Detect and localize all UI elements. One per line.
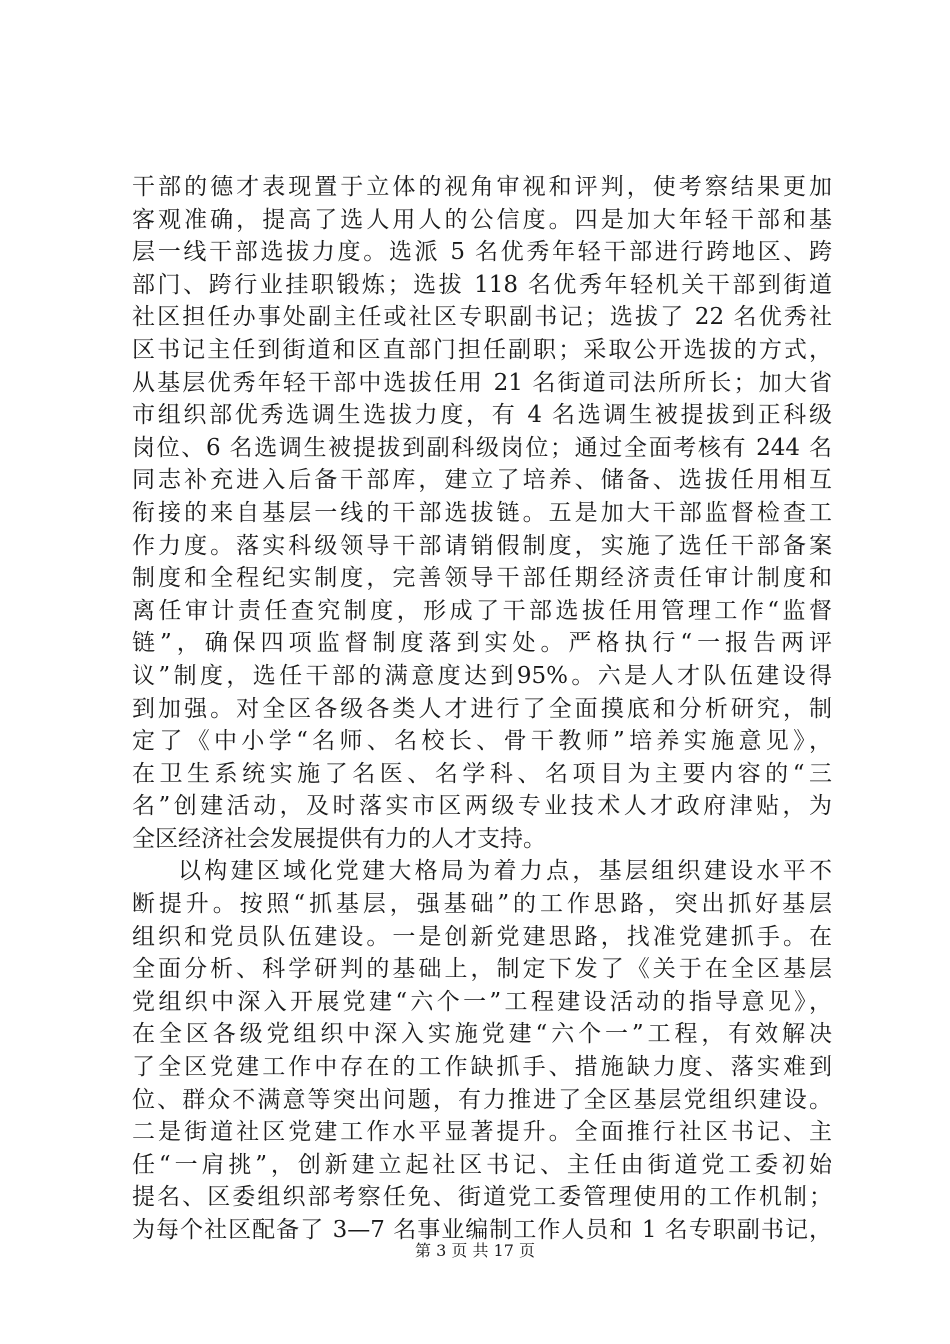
paragraph-1-line: 从基层优秀年轻干部中选拔任用 21 名街道司法所所长；加大省 [132, 369, 832, 396]
paragraph-2-line: 全面分析、科学研判的基础上，制定下发了《关于在全区基层 [132, 956, 832, 983]
paragraph-1-line: 离任审计责任查究制度，形成了干部选拔任用管理工作“监督 [132, 597, 832, 624]
paragraph-1-line: 同志补充进入后备干部库，建立了培养、储备、选拔任用相互 [132, 467, 832, 494]
paragraph-2-line: 位、群众不满意等突出问题，有力推进了全区基层党组织建设。 [132, 1086, 832, 1113]
paragraph-1-line: 干部的德才表现置于立体的视角审视和评判，使考察结果更加 [132, 174, 832, 200]
paragraph-2-line: 了全区党建工作中存在的工作缺抓手、措施缺力度、落实难到 [132, 1054, 832, 1081]
paragraph-1-line: 定了《中小学“名师、名校长、骨干教师”培养实施意见》， [132, 728, 832, 755]
paragraph-1-line: 全区经济社会发展提供有力的人才支持。 [132, 825, 546, 852]
paragraph-1-line: 市组织部优秀选调生选拔力度，有 4 名选调生被提拔到正科级 [132, 402, 832, 429]
paragraph-1-line: 议”制度，选任干部的满意度达到95%。六是人才队伍建设得 [132, 662, 832, 689]
paragraph-1-line: 层一线干部选拔力度。选派 5 名优秀年轻干部进行跨地区、跨 [132, 239, 832, 266]
paragraph-2-line: 二是街道社区党建工作水平显著提升。全面推行社区书记、主 [132, 1119, 832, 1146]
paragraph-2-line: 组织和党员队伍建设。一是创新党建思路，找准党建抓手。在 [132, 923, 832, 950]
paragraph-2-line: 以构建区域化党建大格局为着力点，基层组织建设水平不 [178, 858, 832, 885]
paragraph-1-line: 衔接的来自基层一线的干部选拔链。五是加大干部监督检查工 [132, 499, 832, 526]
paragraph-1-line: 名”创建活动，及时落实市区两级专业技术人才政府津贴，为 [132, 793, 832, 820]
body-text [132, 171, 832, 1247]
paragraph-1-line: 作力度。落实科级领导干部请销假制度，实施了选任干部备案 [132, 532, 832, 559]
paragraph-2-line: 任“一肩挑”，创新建立起社区书记、主任由街道党工委初始 [132, 1151, 832, 1178]
paragraph-2-line: 为每个社区配备了 3—7 名事业编制工作人员和 1 名专职副书记， [132, 1217, 832, 1243]
paragraph-1-line: 部门、跨行业挂职锻炼；选拔 118 名优秀年轻机关干部到街道 [132, 271, 832, 298]
paragraph-2-line: 提名、区委组织部考察任免、街道党工委管理使用的工作机制； [132, 1184, 832, 1211]
paragraph-2-line: 断提升。按照“抓基层，强基础”的工作思路，突出抓好基层 [132, 891, 832, 918]
paragraph-1-line: 客观准确，提高了选人用人的公信度。四是加大年轻干部和基 [132, 206, 832, 233]
paragraph-1-line: 社区担任办事处副主任或社区专职副书记；选拔了 22 名优秀社 [132, 304, 832, 331]
paragraph-1-line: 在卫生系统实施了名医、名学科、名项目为主要内容的“三 [132, 760, 832, 787]
paragraph-1-line: 到加强。对全区各级各类人才进行了全面摸底和分析研究，制 [132, 695, 832, 722]
page-footer: 第 3 页 共 17 页 [415, 1241, 535, 1260]
paragraph-1-line: 链”，确保四项监督制度落到实处。严格执行“一报告两评 [132, 630, 832, 657]
paragraph-1-line: 岗位、6 名选调生被提拔到副科级岗位；通过全面考核有 244 名 [132, 434, 832, 461]
paragraph-2-line: 在全区各级党组织中深入实施党建“六个一”工程，有效解决 [132, 1021, 832, 1048]
paragraph-1-line: 区书记主任到街道和区直部门担任副职；采取公开选拔的方式， [132, 336, 832, 363]
paragraph-2-line: 党组织中深入开展党建“六个一”工程建设活动的指导意见》， [132, 988, 832, 1015]
paragraph-1-line: 制度和全程纪实制度，完善领导干部任期经济责任审计制度和 [132, 565, 832, 592]
